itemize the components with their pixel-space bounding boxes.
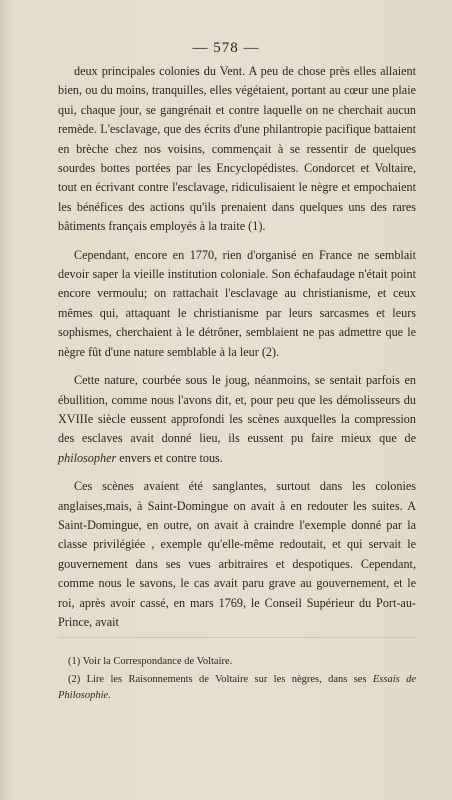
footnote	[58, 654, 416, 670]
text-run: envers et contre tous.	[116, 450, 223, 465]
footnote	[58, 672, 416, 704]
paragraph	[58, 371, 416, 468]
footnote-text: (1) Voir la Correspondance de Voltaire.	[68, 656, 233, 667]
paragraph	[58, 477, 416, 632]
footnote-italic-text: Essais de Philosophie	[58, 674, 416, 701]
footnotes	[58, 654, 416, 704]
text-run: Ces scènes avaient été sanglantes, surtout dans les colonies anglaises,mais, à Saint-Domingue on avait à en redouter les suites. A Saint-Domingue, en outre, on avait à craindre l'exemple donné par la classe privilégiée , exemple qu'elle-même redoutait, et qui servait le gouvernement dans ses vues arbitraires et despotiques. Cependant, comme nous le savons, le cas avait paru grave au gouvernement, et le roi, après avoir cassé, en mars 1769, le Conseil Supérieur du Port-au-Prince, avait	[58, 479, 416, 629]
paragraph	[58, 62, 416, 237]
text-run: Cette nature, courbée sous le joug, néanmoins, se sentait parfois en ébullition, comme nous l'avons dit, et, pour peu que les démolisseurs du XVIIIe siècle eussent approfondi les scènes auxquelles la compression des esclaves avait donné lieu, ils eussent pu faire mieux que de	[58, 373, 416, 446]
page-number: — 578 —	[192, 40, 260, 56]
text-run: deux principales colonies du Vent. A peu de chose près elles allaient bien, ou du moins, tranquilles, elles végétaient, portant au cœur une plaie qui, chaque jour, se gangrénait et contre laquelle on ne cherchait aucun remède. L'esclavage, que des écrits d'une philantropie pacifique battaient en brèche chez nos voisins, commençait à se ressentir de quelques sourdes bottes portées par les Encyclopédistes. Condorcet et Voltaire, tout en écrivant contre l'esclavage, ridiculisaient le nègre et empochaient les bénéfices des actions qu'ils prenaient dans quelques uns des rares bâtiments français employés à la traite (1).	[58, 64, 416, 234]
body-text	[58, 62, 416, 641]
italic-text-run: philosopher	[58, 450, 117, 465]
footnote-divider	[58, 637, 416, 638]
footnote-text: (2) Lire les Raisonnements de Voltaire sur les nègres, dans ses	[68, 674, 373, 685]
paragraph	[58, 246, 416, 362]
footnote-text: .	[108, 690, 111, 701]
text-run: Cependant, encore en 1770, rien d'organisé en France ne semblait devoir saper la vieille institution coloniale. Son échafaudage n'était point encore vermoulu; on rattachait l'esclavage au christianisme, et ceux mêmes qui, attaquant le christianisme par leurs sarcasmes et leurs sophismes, cherchaient à le détrôner, semblaient ne pas admettre que le nègre fût d'une nature semblable à la leur (2).	[58, 247, 416, 359]
